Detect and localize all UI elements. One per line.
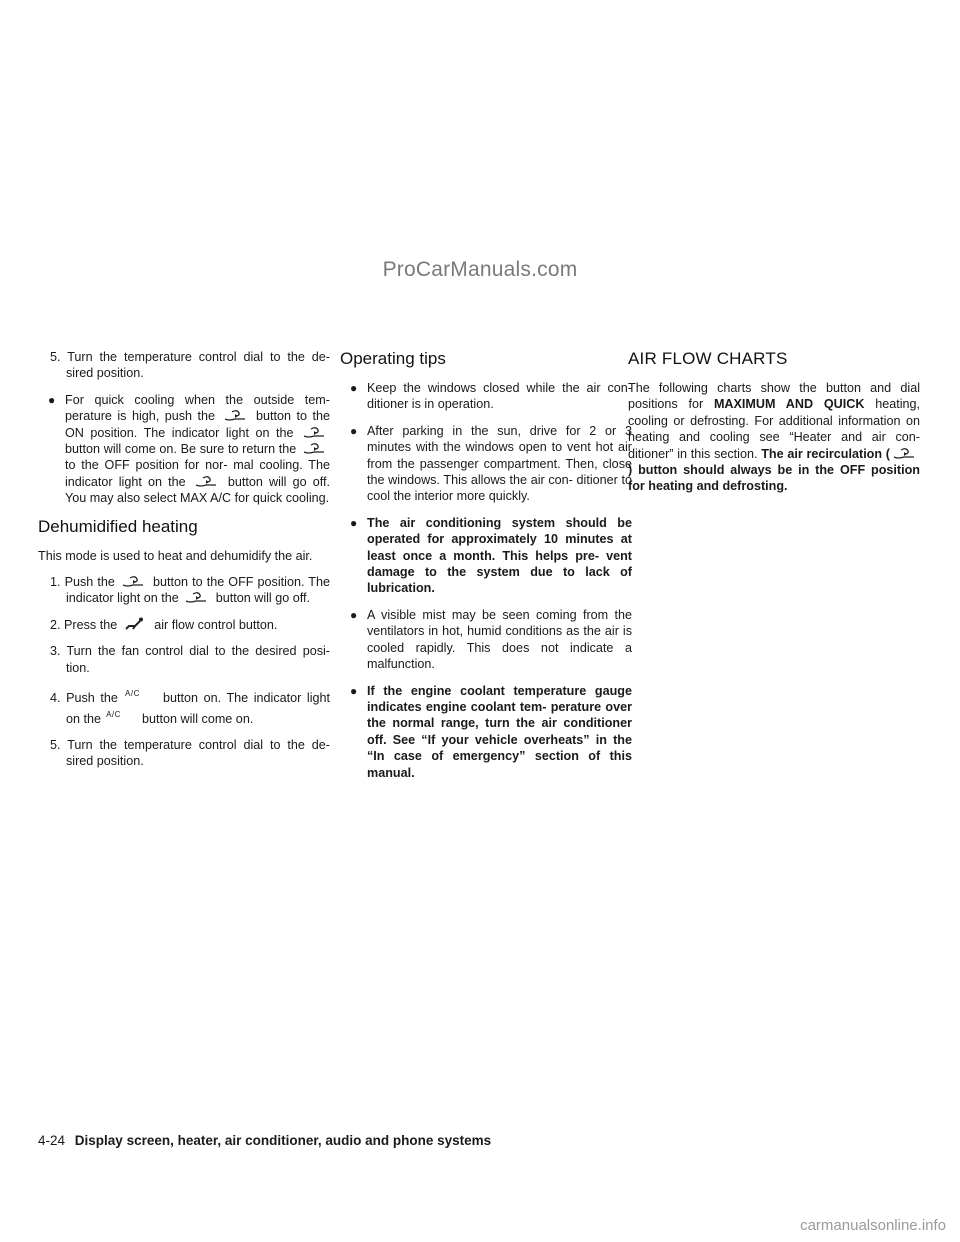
step-4 [38, 686, 330, 727]
tip-3 [340, 515, 632, 597]
ac-icon: A/C [125, 689, 140, 699]
bottom-watermark: carmanualsonline.info [800, 1217, 946, 1234]
recirculation-icon [194, 474, 220, 488]
step-text: Turn the temperature control dial to the de- sired position. [66, 350, 330, 381]
text: button to the OFF position. The indicator light on the [66, 575, 331, 606]
bullet-dot: ● [350, 423, 358, 438]
step-number: 1. [50, 575, 61, 590]
step-number: 3. [50, 644, 61, 659]
quick-cooling-bullet [38, 392, 330, 507]
tip-5 [340, 683, 632, 781]
tip-text: Keep the windows closed while the air con- ditioner is in operation. [367, 381, 632, 412]
text: Turn the temperature control dial to the de- sired position. [66, 737, 330, 769]
step-5 [38, 737, 330, 770]
tip-1 [340, 380, 632, 413]
bullet-dot: ● [350, 381, 358, 395]
step-2 [38, 617, 330, 633]
text: heating, cooling or defrosting. For additional information on heating and cooling see “Heater and air con- ditioner” in this section. [628, 397, 921, 461]
watermark-text: ProCarManuals.com [382, 258, 578, 281]
text: For quick cooling when the outside tem- perature is high, push the [65, 392, 330, 424]
tip-text: The air conditioning system should be operated for approximately 10 minutes at least once a month. This helps pre- vent damage to the system due to lack of lubrication. [367, 515, 632, 596]
bullet-dot: ● [350, 683, 358, 698]
dehumidified-heading: Dehumidified heating [38, 516, 198, 536]
ac-icon: A/C [106, 709, 121, 719]
tip-text: A visible mist may be seen coming from the ventilators in hot, humid conditions as the air is cooled rapidly. This does not indicate a malfunction. [367, 607, 632, 672]
recirculation-icon [892, 446, 918, 460]
step-number: 5. [50, 737, 61, 752]
text: button on. The indicator light on the [66, 691, 331, 726]
air-flow-charts-paragraph [628, 380, 920, 495]
text: air flow control button. [154, 617, 278, 632]
tip-text: After parking in the sun, drive for 2 or 3 minutes with the windows open to vent hot air from the passenger compartment. Then, close the windows. This allows the air con- ditioner to cool the interior more quickly. [367, 423, 632, 504]
recirculation-icon [223, 408, 249, 422]
bullet-dot: ● [350, 607, 358, 622]
step-number: 2. [50, 617, 61, 632]
page-footer [38, 1133, 491, 1148]
step-3 [38, 643, 330, 676]
text-bold: The air recirculation ( [761, 446, 890, 461]
step-number: 5. [50, 350, 61, 364]
tip-4 [340, 607, 632, 673]
tip-text: If the engine coolant temperature gauge indicates engine coolant tem- perature over the normal range, turn the air conditioner off. See “If your vehicle overheats” in the “In case of emergency” section of this manual. [367, 683, 632, 780]
operating-tips-heading: Operating tips [340, 349, 446, 368]
bullet-dot: ● [350, 515, 358, 530]
column-middle [340, 349, 632, 791]
text: Push the [64, 575, 115, 590]
text-bold: ) button should always be in the OFF position for heating and defrosting. [628, 463, 920, 494]
text: Push the [66, 691, 118, 706]
text: button will come on. Be sure to return the [65, 442, 297, 457]
text: button to the ON position. The indicator light on the [65, 409, 330, 440]
text: Turn the fan control dial to the desired posi- tion. [66, 644, 330, 675]
bullet-dot: ● [48, 392, 56, 407]
text: button will go off. You may also select MAX A/C for quick cooling. [65, 474, 330, 506]
air-flow-charts-heading: AIR FLOW CHARTS [628, 349, 788, 368]
tip-2 [340, 423, 632, 505]
text: to the OFF position for nor- mal cooling. The indicator light on the [65, 458, 330, 489]
step-1 [38, 574, 330, 607]
text: The following charts show the button and dial positions for [628, 381, 920, 412]
step-5-top [38, 349, 330, 382]
text: Press the [64, 617, 118, 632]
recirculation-icon [302, 441, 328, 455]
page-number: 4-24 [38, 1133, 66, 1148]
column-left [38, 349, 330, 780]
step-number: 4. [50, 691, 61, 706]
recirculation-icon [121, 574, 147, 588]
section-title: Display screen, heater, air conditioner, audio and phone systems [74, 1133, 492, 1148]
column-right [628, 349, 920, 505]
text: button will come on. [142, 711, 254, 726]
text-bold: MAXIMUM AND QUICK [713, 397, 865, 412]
dehumidified-intro: This mode is used to heat and dehumidify the air. [38, 548, 313, 563]
foot-airflow-icon [123, 617, 149, 631]
recirculation-icon [302, 425, 328, 439]
text: button will go off. [215, 591, 310, 606]
recirculation-icon [184, 590, 210, 604]
